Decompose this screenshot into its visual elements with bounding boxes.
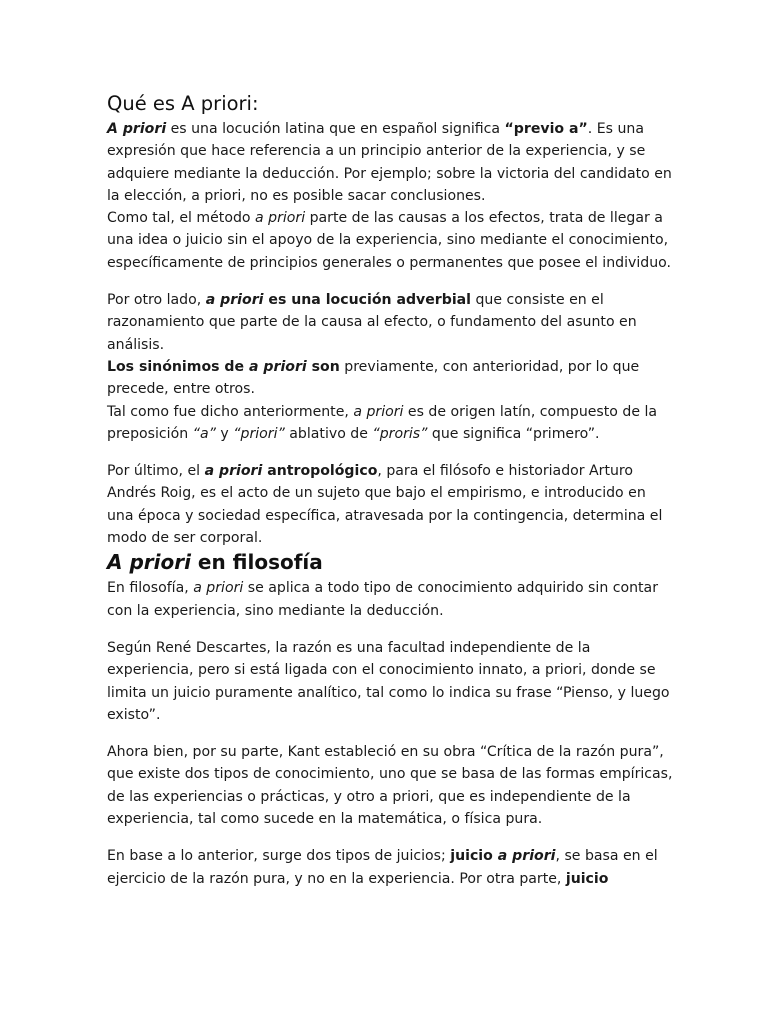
term-a-priori: a priori — [193, 580, 244, 597]
text-line: específicamente de principios generales o permanentes que posee el individuo. — [107, 254, 672, 271]
section-heading-filosofia — [107, 547, 667, 577]
text-run: , para el filósofo e historiador Arturo — [377, 463, 634, 480]
term-a: “a” — [192, 425, 216, 442]
paragraph-filosofia — [107, 577, 667, 622]
term-locucion-adverbial: es una locución adverbial — [263, 292, 471, 309]
paragraph-kant — [107, 741, 673, 830]
text-line — [107, 845, 667, 867]
paragraph-antropologico — [107, 460, 667, 549]
paragraph-descartes — [107, 637, 670, 726]
term-a-priori: a priori — [205, 292, 264, 309]
text-line: que existe dos tipos de conocimiento, uno que se basa de las formas empíricas, — [107, 766, 673, 783]
text-run: que significa “primero”. — [427, 425, 600, 442]
text-line — [107, 401, 667, 423]
heading-text: en filosofía — [190, 550, 323, 575]
text-line — [107, 868, 667, 890]
text-run: preposición — [107, 425, 193, 442]
paragraph-gap — [107, 445, 667, 460]
term-a-priori: a priori — [248, 358, 307, 375]
text-run: Por último, el — [107, 463, 205, 480]
paragraph-gap — [107, 622, 667, 637]
text-line — [107, 207, 667, 229]
heading-term-a-priori: A priori — [107, 550, 191, 575]
text-line — [107, 423, 667, 445]
paragraph-gap — [107, 726, 667, 741]
text-line: existo”. — [107, 706, 161, 723]
term-a-priori: a priori — [204, 463, 263, 480]
page-title: Qué es A priori: — [107, 92, 259, 115]
text-run: ablativo de — [284, 425, 373, 442]
text-run: es de origen latín, compuesto de la — [403, 403, 658, 420]
term-a-priori: a priori — [497, 848, 556, 865]
text-line: adquiere mediante la deducción. Por ejemplo; sobre la victoria del candidato en — [107, 165, 672, 182]
text-run: Como tal, el método — [107, 210, 255, 227]
text-line: Según René Descartes, la razón es una facultad independiente de la — [107, 639, 591, 656]
text-line: modo de ser corporal. — [107, 530, 263, 547]
text-run: y — [215, 425, 234, 442]
text-run: En filosofía, — [107, 580, 194, 597]
term-antropologico: antropológico — [262, 463, 378, 480]
term-previo-a: “previo a” — [504, 121, 588, 137]
term-priori: “priori” — [233, 425, 285, 442]
text-run: . Es una — [587, 121, 644, 137]
text-line: la elección, a priori, no es posible sacar conclusiones. — [107, 187, 486, 204]
text-line — [107, 460, 667, 482]
text-line: con la experiencia, sino mediante la deducción. — [107, 602, 444, 619]
text-line: razonamiento que parte de la causa al efecto, o fundamento del asunto en — [107, 314, 637, 331]
text-run: parte de las causas a los efectos, trata de llegar a — [305, 210, 663, 227]
text-line — [107, 289, 667, 311]
text-line: una idea o juicio sin el apoyo de la experiencia, sino mediante el conocimiento, — [107, 232, 669, 249]
text-run: , se basa en el — [555, 848, 658, 865]
term-a-priori: a priori — [255, 210, 306, 227]
paragraph-definition — [107, 118, 672, 274]
text-line: Andrés Roig, es el acto de un sujeto que bajo el empirismo, e introducido en — [107, 485, 646, 502]
text-run: En base a lo anterior, surge dos tipos de juicios; — [107, 848, 451, 865]
text-line: experiencia, pero si está ligada con el conocimiento innato, a priori, donde se — [107, 662, 656, 679]
paragraph-gap — [107, 274, 667, 289]
text-run: se aplica a todo tipo de conocimiento adquirido sin contar — [243, 580, 658, 597]
text-line — [107, 118, 667, 140]
text-line — [107, 356, 667, 378]
document-body — [107, 118, 673, 890]
text-line: expresión que hace referencia a un principio anterior de la experiencia, y se — [107, 143, 646, 160]
text-line: limita un juicio puramente analítico, tal como lo indica su frase “Pienso, y luego — [107, 684, 670, 701]
text-run: Por otro lado, — [107, 292, 206, 309]
term-juicio: juicio — [450, 848, 498, 865]
text-run: Tal como fue dicho anteriormente, — [107, 403, 354, 420]
text-run: es una locución latina que en español significa — [166, 121, 505, 137]
text-line: una época y sociedad específica, atravesada por la contingencia, determina el — [107, 507, 663, 524]
text-line: análisis. — [107, 336, 165, 353]
term-juicio: juicio — [565, 870, 609, 887]
text-line: de las experiencias o prácticas, y otro a priori, que es independiente de la — [107, 788, 631, 805]
term-son: son — [306, 358, 340, 375]
paragraph-adverbial — [107, 289, 667, 445]
term-a-priori: A priori — [107, 121, 167, 137]
text-run: que consiste en el — [471, 292, 604, 309]
text-run: previamente, con anterioridad, por lo que — [339, 358, 640, 375]
text-line: precede, entre otros. — [107, 381, 255, 398]
term-proris: “proris” — [372, 425, 428, 442]
text-line: Ahora bien, por su parte, Kant estableció en su obra “Crítica de la razón pura”, — [107, 744, 664, 761]
text-line: experiencia, tal como sucede en la matemática, o física pura. — [107, 811, 543, 828]
text-line — [107, 577, 667, 599]
paragraph-juicios — [107, 845, 667, 890]
text-run: ejercicio de la razón pura, y no en la experiencia. Por otra parte, — [107, 870, 566, 887]
term-sinonimos: Los sinónimos de — [107, 358, 249, 375]
paragraph-gap — [107, 830, 667, 845]
term-a-priori: a priori — [353, 403, 404, 420]
